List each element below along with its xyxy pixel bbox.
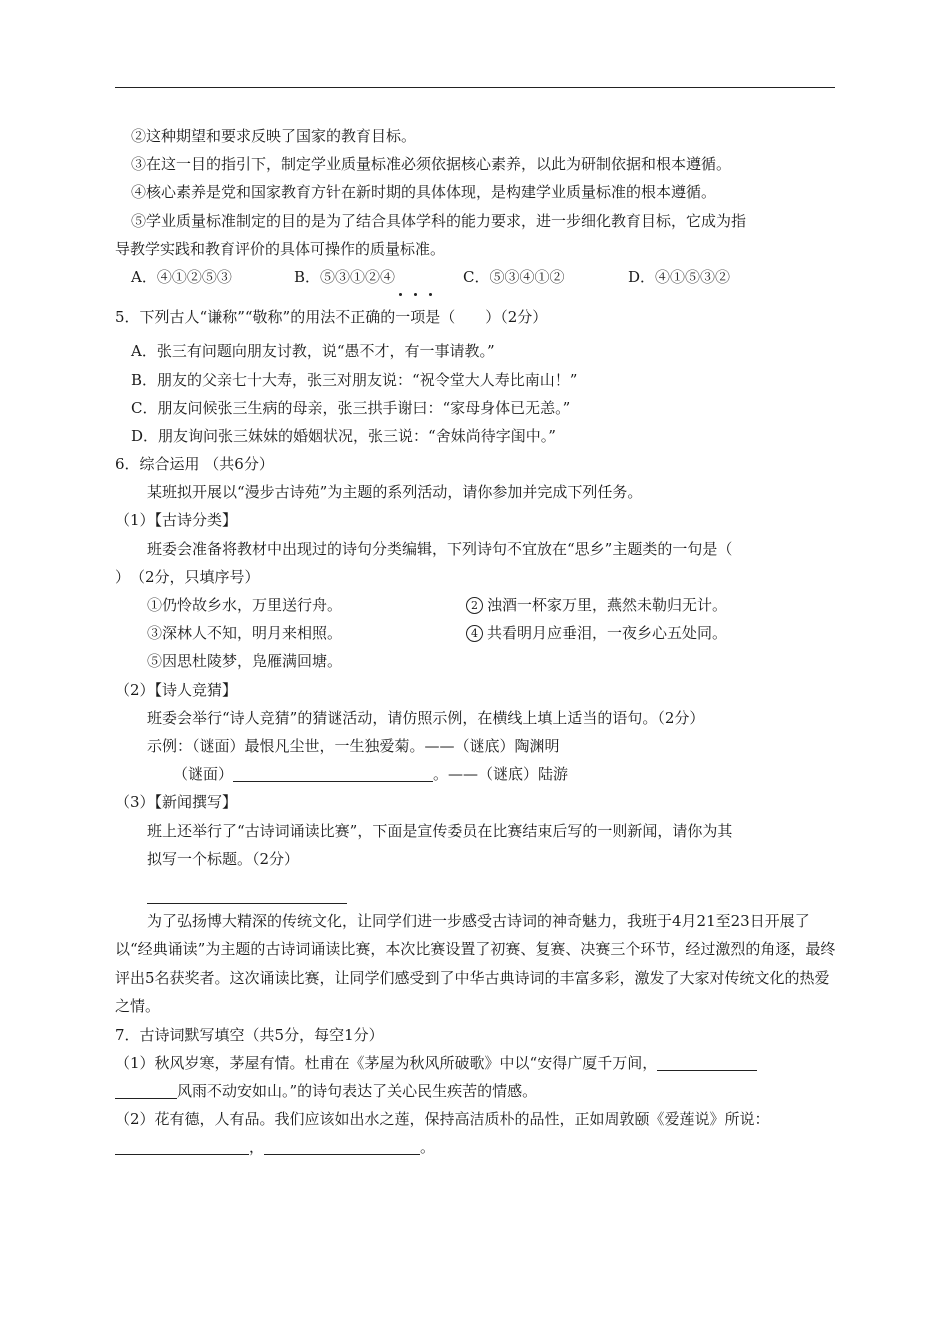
q7-part2-end: 。	[420, 1138, 436, 1157]
q6-part3-prompt-cont: 拟写一个标题。（2分）	[147, 849, 300, 868]
poem-item-4: 共看明月应垂泪，一夜乡心五处同。	[487, 624, 728, 643]
poem-item-2: 浊酒一杯家万里，燕然未勒归无计。	[487, 596, 728, 614]
q5-option-c[interactable]: C．朋友问候张三生病的母亲，张三拱手谢曰：“家母身体已无恙。”	[131, 398, 571, 417]
q5-option-d[interactable]: D．朋友询问张三妹妹的婚姻状况，张三说：“舍妹尚待字闺中。”	[131, 426, 556, 445]
q4-sentences	[115, 122, 840, 291]
q5	[115, 303, 840, 450]
q7-part2-blank-a[interactable]	[115, 1136, 249, 1155]
riddle-suffix: 。——（谜底）陆游	[433, 765, 569, 784]
poem-row-1	[115, 591, 840, 619]
q7-part1-text: （1）秋风岁寒，茅屋有情。杜甫在《茅屋为秋风所破歌》中以“安得广厦千万间，	[115, 1053, 658, 1072]
q6-stem: 6．综合运用 （共6分）	[115, 455, 274, 474]
emphasis-dots	[115, 291, 840, 303]
q7-part2-blank-b[interactable]	[264, 1136, 420, 1155]
emphasis-dot	[429, 293, 432, 296]
q4-option-a[interactable]: A．④①②⑤③	[131, 267, 232, 286]
q4-options	[115, 263, 840, 291]
q7-part2-answer-line	[115, 1133, 840, 1161]
q5-option-a[interactable]: A．张三有问题向朋友讨教，说“愚不才，有一事请教。”	[131, 342, 495, 361]
poem-item-2-num: 2	[466, 597, 483, 614]
q7-part1-blank-a[interactable]	[657, 1052, 757, 1071]
q7-part1-blank-b[interactable]	[115, 1080, 177, 1099]
poem-item-3: 深林人不知，明月来相照。	[162, 624, 343, 643]
poem-item-4-num: 4	[466, 625, 483, 642]
q6-part2-example: 示例：（谜面）最恨凡尘世，一生独爱菊。——（谜底）陶渊明	[147, 736, 560, 755]
q6-intro: 某班拟开展以“漫步古诗苑”为主题的系列活动，请你参加并完成下列任务。	[147, 483, 643, 502]
q6	[115, 450, 840, 1020]
poem-item-5: 因思杜陵梦，凫雁满回塘。	[162, 652, 343, 671]
poem-item-3-num: ③	[147, 624, 163, 643]
news-title-blank[interactable]	[147, 873, 347, 904]
q6-part1-prompt-cont: ） （2分，只填序号）	[115, 567, 260, 586]
q6-part2-answer-line	[115, 760, 840, 788]
q5-stem: 5．下列古人“谦称”“敬称”的用法不正确的一项是（ ）（2分）	[115, 308, 548, 327]
poem-item-1: 仍怜故乡水，万里送行舟。	[162, 596, 343, 614]
q7-part2-comma: ，	[249, 1138, 265, 1157]
q4-option-b[interactable]: B．⑤③①②④	[294, 267, 396, 286]
q7-part1-line-cont	[115, 1077, 840, 1105]
q4-line-5: ⑤学业质量标准制定的目的是为了结合具体学科的能力要求，进一步细化教育目标，它成为指	[131, 211, 747, 230]
q7	[115, 1021, 840, 1162]
q6-part1-title: （1）【古诗分类】	[115, 511, 238, 530]
q4-option-d[interactable]: D．④①⑤③②	[628, 267, 731, 286]
q6-part2-prompt: 班委会举行“诗人竞猜”的猜谜活动，请仿照示例，在横线上填上适当的语句。（2分）	[147, 708, 705, 727]
q7-part1-text-cont: 风雨不动安如山。”的诗句表达了关心民生疾苦的情感。	[177, 1081, 538, 1100]
poem-item-1-num: ①	[147, 596, 163, 614]
riddle-answer-blank[interactable]	[233, 763, 433, 782]
news-body: 为了弘扬博大精深的传统文化，让同学们进一步感受古诗词的神奇魅力，我班于4月21至23日开展了以“经典诵读”为主题的古诗词诵读比赛，本次比赛设置了初赛、复赛、决赛三个环节，经过激烈的角逐，最终评出5名获奖者。这次诵读比赛，让同学们感受到了中华古典诗词的丰富多彩，激发了大家对传统文化的热爱之情。	[115, 911, 836, 1016]
q6-part1-prompt: 班委会准备将教材中出现过的诗句分类编辑，下列诗句不宜放在“思乡”主题类的一句是（	[147, 539, 733, 558]
q4-line-4: ④核心素养是党和国家教育方针在新时期的具体体现，是构建学业质量标准的根本遵循。	[131, 183, 717, 202]
q4-line-5-cont: 导教学实践和教育评价的具体可操作的质量标准。	[115, 239, 446, 258]
q7-stem: 7．古诗词默写填空（共5分，每空1分）	[115, 1025, 384, 1044]
exam-page	[115, 122, 840, 1161]
poem-item-5-num: ⑤	[147, 652, 163, 671]
header-rule	[115, 87, 835, 88]
q4-option-c[interactable]: C．⑤③④①②	[463, 267, 565, 286]
q6-part3-prompt: 班上还举行了“古诗词诵读比赛”，下面是宣传委员在比赛结束后写的一则新闻，请你为其	[147, 821, 733, 840]
emphasis-dot	[399, 293, 402, 296]
q6-part3-title: （3）【新闻撰写】	[115, 793, 238, 812]
poem-row-2	[115, 619, 840, 647]
q6-part2-title: （2）【诗人竞猜】	[115, 680, 238, 699]
emphasis-dot	[414, 293, 417, 296]
q7-part2-line: （2）花有德，人有品。我们应该如出水之莲，保持高洁质朴的品性，正如周敦颐《爱莲说》所说：	[115, 1110, 770, 1129]
q5-option-b[interactable]: B．朋友的父亲七十大寿，张三对朋友说：“祝令堂大人寿比南山！”	[131, 370, 578, 389]
riddle-prefix: （谜面）	[173, 765, 234, 784]
q7-part1-line	[115, 1049, 840, 1077]
q4-line-2: ②这种期望和要求反映了国家的教育目标。	[131, 127, 417, 145]
poem-row-3	[115, 647, 840, 675]
q4-line-3: ③在这一目的指引下，制定学业质量标准必须依据核心素养，以此为研制依据和根本遵循。	[131, 155, 732, 174]
